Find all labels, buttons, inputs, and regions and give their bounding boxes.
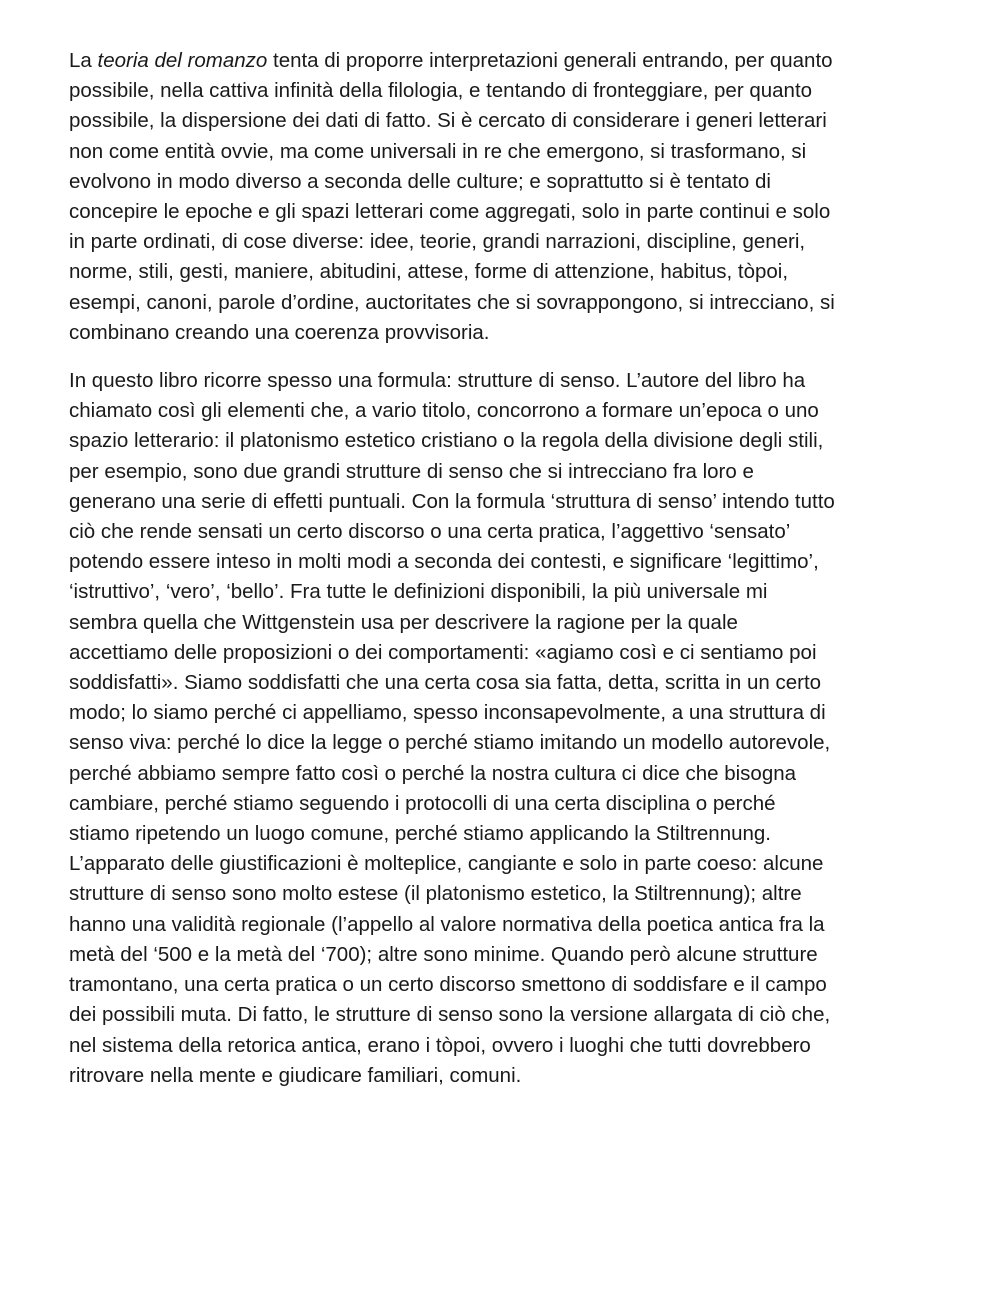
paragraph-2-line: cambiare, perché stiamo seguendo i protocolli di una certa disciplina o perché (69, 791, 776, 815)
paragraph-1-line: possibile, la dispersione dei dati di fatto. Si è cercato di considerare i generi letterari (69, 109, 827, 133)
paragraph-2-line: potendo essere inteso in molti modi a seconda dei contesti, e significare ‘legittimo’, (69, 550, 819, 574)
paragraph-2-line: ciò che rende sensati un certo discorso o una certa pratica, l’aggettivo ‘sensato’ (69, 520, 791, 544)
paragraph-2-line: accettiamo delle proposizioni o dei comportamenti: «agiamo così e ci sentiamo poi (69, 640, 817, 664)
paragraph-2-line: nel sistema della retorica antica, erano i tòpoi, ovvero i luoghi che tutti dovrebbero (69, 1033, 811, 1057)
paragraph-2 (69, 366, 931, 1091)
paragraph-2-line: strutture di senso sono molto estese (il platonismo estetico, la Stiltrennung); altre (69, 882, 802, 906)
paragraph-2-line: ritrovare nella mente e giudicare familiari, comuni. (69, 1063, 522, 1087)
line-prefix: La (69, 49, 98, 72)
paragraph-2-line: stiamo ripetendo un luogo comune, perché stiamo applicando la Stiltrennung. (69, 822, 771, 846)
paragraph-1-line-1 (69, 46, 931, 76)
paragraph-1-line: concepire le epoche e gli spazi letterari come aggregati, solo in parte continui e solo (69, 200, 831, 224)
paragraph-2-line: spazio letterario: il platonismo estetico cristiano o la regola della divisione degli stili, (69, 429, 824, 453)
paragraph-1-line: possibile, nella cattiva infinità della filologia, e tentando di fronteggiare, per quanto (69, 79, 813, 103)
book-title-italic: teoria del romanzo (97, 49, 268, 72)
paragraph-1-line: esempi, canoni, parole d’ordine, auctoritates che si sovrappongono, si intrecciano, si (69, 290, 835, 314)
paragraph-2-line: metà del ‘500 e la metà del ‘700); altre sono minime. Quando però alcune strutture (69, 942, 818, 966)
paragraph-2-line: dei possibili muta. Di fatto, le strutture di senso sono la versione allargata di ciò che, (69, 1003, 831, 1027)
paragraph-1-line: in parte ordinati, di cose diverse: idee, teorie, grandi narrazioni, discipline, generi, (69, 230, 806, 254)
paragraph-2-line: perché abbiamo sempre fatto così o perché la nostra cultura ci dice che bisogna (69, 761, 797, 785)
paragraph-1 (69, 46, 931, 348)
paragraph-1-line: combinano creando una coerenza provvisoria. (69, 320, 490, 344)
paragraph-1-line: evolvono in modo diverso a seconda delle culture; e soprattutto si è tentato di (69, 169, 771, 193)
paragraph-2-line: generano una serie di effetti puntuali. Con la formula ‘struttura di senso’ intendo tutto (69, 489, 835, 513)
paragraph-2-line: chiamato così gli elementi che, a vario titolo, concorrono a formare un’epoca o uno (69, 399, 819, 423)
paragraph-2-line: ‘istruttivo’, ‘vero’, ‘bello’. Fra tutte le definizioni disponibili, la più universale mi (69, 580, 768, 604)
document-page (69, 46, 931, 1109)
paragraph-1-line: non come entità ovvie, ma come universali in re che emergono, si trasformano, si (69, 139, 807, 163)
paragraph-2-line: modo; lo siamo perché ci appelliamo, spesso inconsapevolmente, a una struttura di (69, 701, 826, 725)
paragraph-2-line: tramontano, una certa pratica o un certo discorso smettono di soddisfare e il campo (69, 973, 827, 997)
paragraph-2-line: In questo libro ricorre spesso una formula: strutture di senso. L’autore del libro ha (69, 369, 806, 393)
paragraph-2-line: L’apparato delle giustificazioni è molteplice, cangiante e solo in parte coeso: alcune (69, 852, 824, 876)
paragraph-2-line: sembra quella che Wittgenstein usa per descrivere la ragione per la quale (69, 610, 738, 634)
line-suffix: tenta di proporre interpretazioni generali entrando, per quanto (267, 49, 833, 72)
paragraph-2-line: per esempio, sono due grandi strutture di senso che si intrecciano fra loro e (69, 459, 754, 483)
paragraph-2-line: hanno una validità regionale (l’appello al valore normativa della poetica antica fra la (69, 912, 825, 936)
paragraph-1-line: norme, stili, gesti, maniere, abitudini, attese, forme di attenzione, habitus, tòpoi, (69, 260, 789, 284)
paragraph-2-line: senso viva: perché lo dice la legge o perché stiamo imitando un modello autorevole, (69, 731, 831, 755)
paragraph-2-line: soddisfatti». Siamo soddisfatti che una certa cosa sia fatta, detta, scritta in un certo (69, 671, 822, 695)
